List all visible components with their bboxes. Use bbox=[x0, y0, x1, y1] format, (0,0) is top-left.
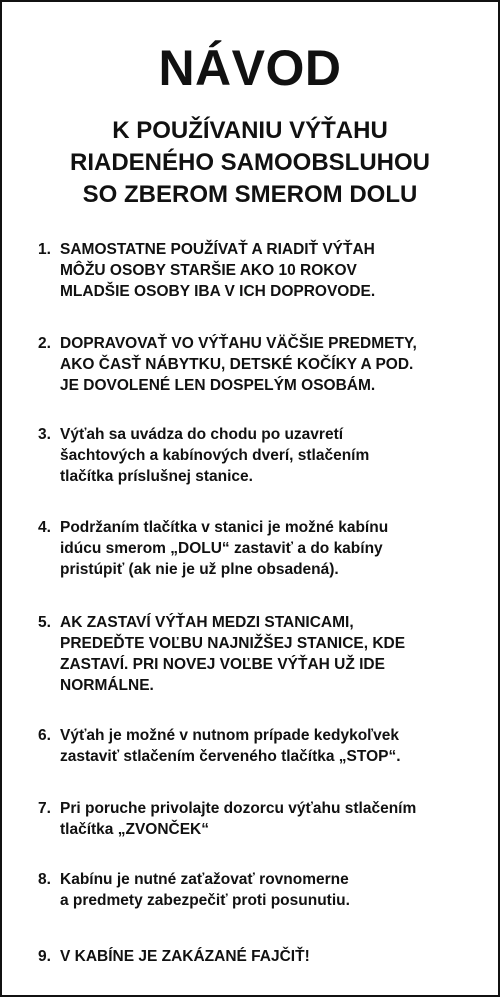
item-text: Výťah sa uvádza do chodu po uzavretí šachtových a kabínových dverí, stlačením tlačítka príslušnej stanice. bbox=[60, 426, 370, 485]
item-text: Podržaním tlačítka v stanici je možné kabínu idúcu smerom „DOLU“ zastaviť a do kabíny pristúpiť (ak nie je už plne obsadená). bbox=[60, 519, 389, 578]
item-text: Kabínu je nutné zaťažovať rovnomerne a predmety zabezpečiť proti posunutiu. bbox=[60, 871, 350, 909]
instruction-item bbox=[38, 239, 478, 302]
item-number: 5. bbox=[38, 614, 51, 631]
subtitle-line: K POUŽÍVANIU VÝŤAHU bbox=[112, 117, 388, 144]
item-number: 4. bbox=[38, 519, 51, 536]
item-number: 6. bbox=[38, 727, 51, 744]
item-text: SAMOSTATNE POUŽÍVAŤ A RIADIŤ VÝŤAH MÔŽU OSOBY STARŠIE AKO 10 ROKOV MLADŠIE OSOBY IBA V ICH DOPROVODE. bbox=[60, 241, 376, 300]
item-number: 7. bbox=[38, 800, 51, 817]
item-text: V KABÍNE JE ZAKÁZANÉ FAJČIŤ! bbox=[60, 948, 310, 965]
sign-subtitle bbox=[2, 115, 498, 211]
subtitle-line: SO ZBEROM SMEROM DOLU bbox=[82, 181, 418, 208]
instruction-item bbox=[38, 798, 478, 840]
subtitle-line: RIADENÉHO SAMOOBSLUHOU bbox=[69, 149, 430, 176]
instruction-item bbox=[38, 612, 478, 696]
item-text: AK ZASTAVÍ VÝŤAH MEDZI STANICAMI, PREDEĎTE VOĽBU NAJNIŽŠEJ STANICE, KDE ZASTAVÍ. PRI NOVEJ VOĽBE VÝŤAH UŽ IDE NORMÁLNE. bbox=[60, 614, 406, 694]
instruction-item bbox=[38, 946, 478, 967]
sign-title: NÁVOD bbox=[158, 40, 342, 96]
item-text: Pri poruche privolajte dozorcu výťahu stlačením tlačítka „ZVONČEK“ bbox=[60, 800, 417, 838]
item-number: 2. bbox=[38, 335, 51, 352]
item-number: 8. bbox=[38, 871, 51, 888]
instruction-item bbox=[38, 333, 478, 396]
item-number: 3. bbox=[38, 426, 51, 443]
item-number: 1. bbox=[38, 241, 51, 258]
item-number: 9. bbox=[38, 948, 51, 965]
instruction-item bbox=[38, 424, 478, 487]
instruction-item bbox=[38, 517, 478, 580]
instruction-item bbox=[38, 869, 478, 911]
instruction-item bbox=[38, 725, 478, 767]
item-text: DOPRAVOVAŤ VO VÝŤAHU VÄČŠIE PREDMETY, AKO ČASŤ NÁBYTKU, DETSKÉ KOČÍKY A POD. JE DOVOLENÉ LEN DOSPELÝM OSOBÁM. bbox=[60, 335, 417, 394]
item-text: Výťah je možné v nutnom prípade kedykoľvek zastaviť stlačením červeného tlačítka „STOP“. bbox=[60, 727, 401, 765]
